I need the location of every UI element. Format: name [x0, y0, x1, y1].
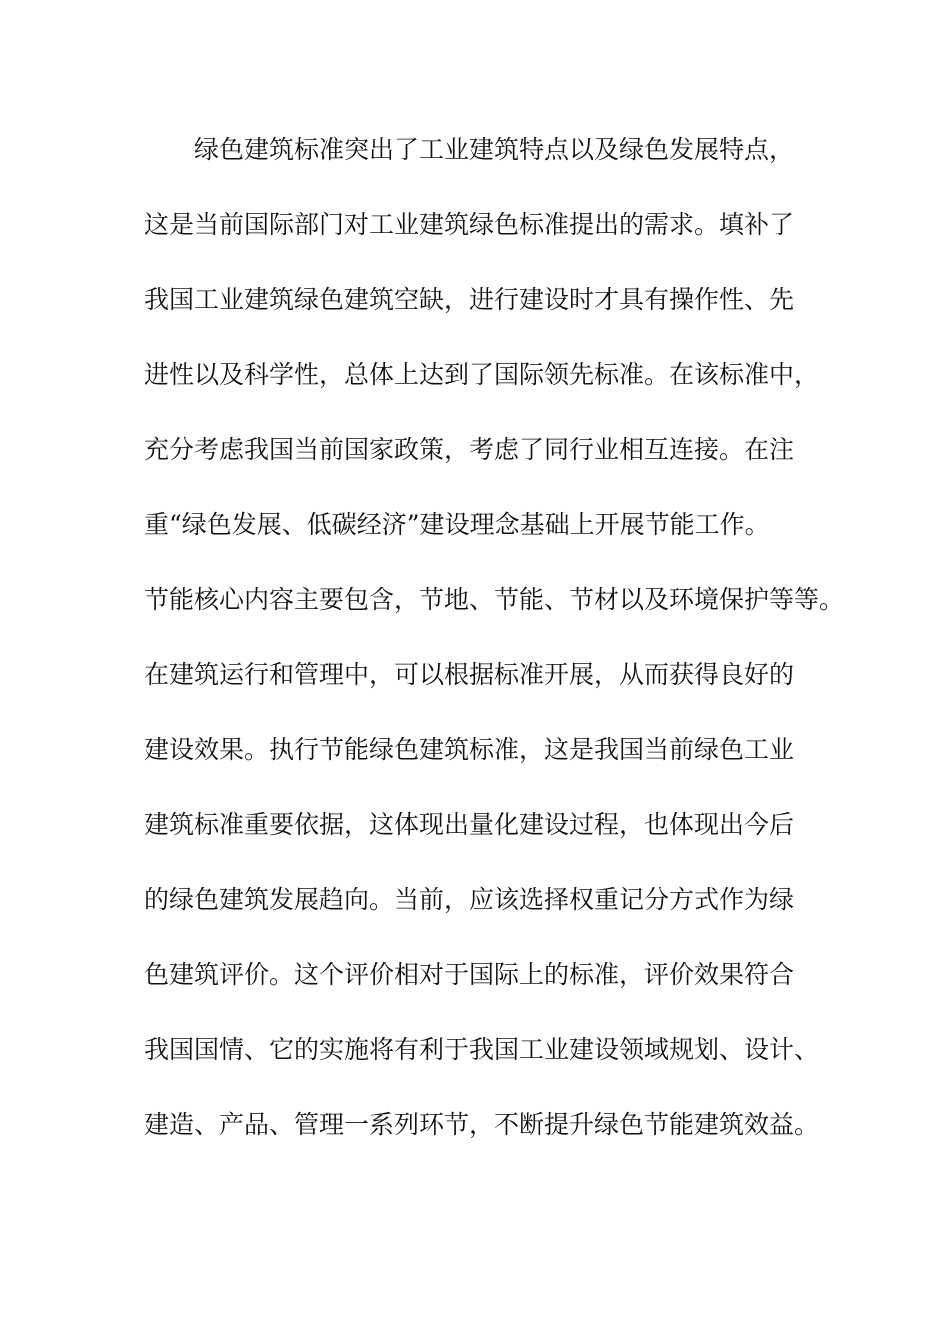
body-paragraph — [144, 129, 844, 1179]
paragraph-line-6: 重“绿色发展、低碳经济”建设理念基础上开展节能工作。 — [144, 510, 770, 539]
paragraph-line-1: 绿色建筑标准突出了工业建筑特点以及绿色发展特点， — [194, 135, 795, 164]
paragraph-line-9: 建设效果。执行节能绿色建筑标准，这是我国当前绿色工业 — [144, 735, 795, 764]
paragraph-line-5: 充分考虑我国当前国家政策，考虑了同行业相互连接。在注 — [144, 435, 795, 464]
paragraph-line-3: 我国工业建筑绿色建筑空缺，进行建设时才具有操作性、先 — [144, 285, 795, 314]
paragraph-line-14: 建造、产品、管理一系列环节，不断提升绿色节能建筑效益。 — [144, 1110, 820, 1139]
paragraph-line-10: 建筑标准重要依据，这体现出量化建设过程，也体现出今后 — [144, 810, 795, 839]
paragraph-line-7: 节能核心内容主要包含，节地、节能、节材以及环境保护等等。 — [144, 585, 845, 614]
paragraph-line-13: 我国国情、它的实施将有利于我国工业建设领域规划、设计、 — [144, 1035, 820, 1064]
paragraph-line-11: 的绿色建筑发展趋向。当前，应该选择权重记分方式作为绿 — [144, 885, 795, 914]
paragraph-line-8: 在建筑运行和管理中，可以根据标准开展，从而获得良好的 — [144, 660, 795, 689]
paragraph-line-12: 色建筑评价。这个评价相对于国际上的标准，评价效果符合 — [144, 960, 795, 989]
paragraph-line-2: 这是当前国际部门对工业建筑绿色标准提出的需求。填补了 — [144, 210, 795, 239]
paragraph-line-4: 进性以及科学性，总体上达到了国际领先标准。在该标准中， — [144, 360, 820, 389]
